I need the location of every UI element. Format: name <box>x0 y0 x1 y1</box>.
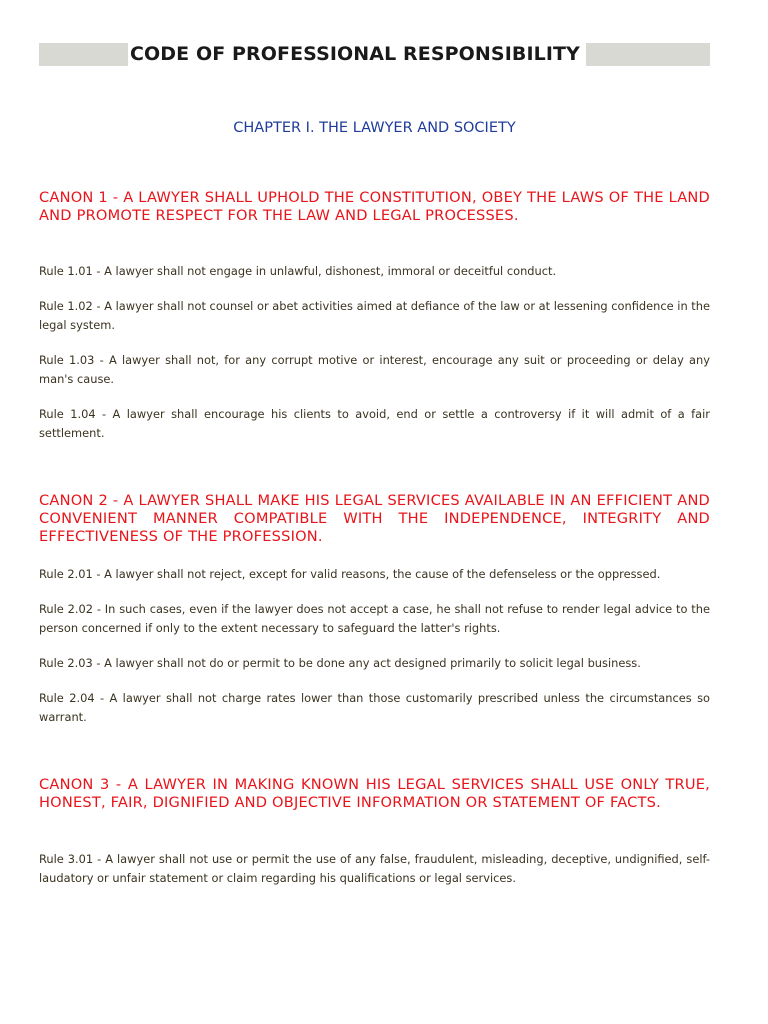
canon-2-heading: CANON 2 - A LAWYER SHALL MAKE HIS LEGAL SERVICES AVAILABLE IN AN EFFICIENT AND CONVENIENT MANNER COMPATIBLE WITH THE INDEPENDENCE, INTEGRITY AND EFFECTIVENESS OF THE PROFESSION. <box>39 492 710 545</box>
rule-2-03: Rule 2.03 - A lawyer shall not do or permit to be done any act designed primarily to solicit legal business. <box>39 656 641 670</box>
rule-2-04: Rule 2.04 - A lawyer shall not charge rates lower than those customarily prescribed unless the circumstances so warrant. <box>39 691 710 724</box>
rule-1-02: Rule 1.02 - A lawyer shall not counsel or abet activities aimed at defiance of the law or at lessening confidence in the legal system. <box>39 299 710 332</box>
rule-3-01: Rule 3.01 - A lawyer shall not use or permit the use of any false, fraudulent, misleading, deceptive, undignified, self-laudatory or unfair statement or claim regarding his qualifications or legal services. <box>39 852 710 885</box>
rule-1-01: Rule 1.01 - A lawyer shall not engage in unlawful, dishonest, immoral or deceitful conduct. <box>39 264 557 278</box>
rule-1-03: Rule 1.03 - A lawyer shall not, for any corrupt motive or interest, encourage any suit or proceeding or delay any man's cause. <box>39 353 710 386</box>
rule-2-02: Rule 2.02 - In such cases, even if the lawyer does not accept a case, he shall not refuse to render legal advice to the person concerned if only to the extent necessary to safeguard the latter's rights. <box>39 602 710 635</box>
document-title: CODE OF PROFESSIONAL RESPONSIBILITY <box>128 42 586 67</box>
rule-2-01: Rule 2.01 - A lawyer shall not reject, except for valid reasons, the cause of the defenseless or the oppressed. <box>39 567 661 581</box>
canon-1-heading: CANON 1 - A LAWYER SHALL UPHOLD THE CONSTITUTION, OBEY THE LAWS OF THE LAND AND PROMOTE RESPECT FOR THE LAW AND LEGAL PROCESSES. <box>39 189 710 224</box>
rule-1-04: Rule 1.04 - A lawyer shall encourage his clients to avoid, end or settle a controversy if it will admit of a fair settlement. <box>39 407 710 440</box>
canon-3-heading: CANON 3 - A LAWYER IN MAKING KNOWN HIS LEGAL SERVICES SHALL USE ONLY TRUE, HONEST, FAIR, DIGNIFIED AND OBJECTIVE INFORMATION OR STATEMENT OF FACTS. <box>39 776 710 811</box>
chapter-heading: CHAPTER I. THE LAWYER AND SOCIETY <box>233 120 516 136</box>
